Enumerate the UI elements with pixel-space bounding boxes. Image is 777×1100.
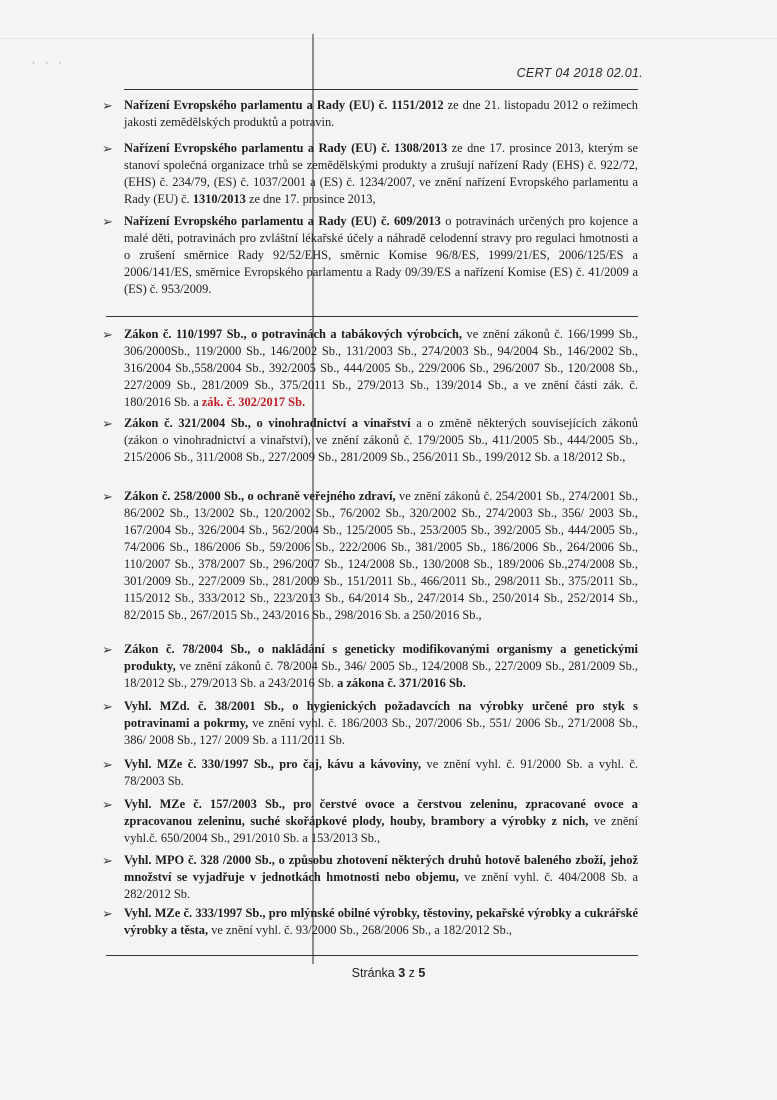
arrow-bullet-icon: ➢: [102, 757, 113, 772]
regulation-title: Nařízení Evropského parlamentu a Rady (EU) č. 1151/2012: [124, 98, 444, 112]
list-item: [102, 698, 638, 749]
decree-text: ve znění vyhl.č. 650/2004 Sb., 291/2010 Sb. a 153/2013 Sb.,: [124, 814, 638, 845]
arrow-bullet-icon: ➢: [102, 489, 113, 504]
scan-specks: · · ·: [32, 58, 66, 68]
regulation-title: Nařízení Evropského parlamentu a Rady (EU) č. 1308/2013: [124, 141, 448, 155]
list-item: [102, 326, 638, 411]
list-item: [102, 852, 638, 903]
regulation-text: o potravinách určených pro kojence a malé děti, potravinách pro zvláštní lékařské účely a náhradě celodenní stravy pro regulaci hmotnosti a o zrušení směrnice Rady 92/52/EHS, směrnic Komise 96/8/ES, 1999/21/ES, 2006/125/ES a 2006/141/ES, směrnice Evropského parlamentu a Rady 09/39/ES a nařízení Komise (ES) č. 41/2009 a (ES) č. 953/2009.: [124, 214, 638, 296]
law-title: Zákon č. 321/2004 Sb., o vinohradnictví a vinařství: [124, 416, 411, 430]
arrow-bullet-icon: ➢: [102, 906, 113, 921]
law-text: ve znění zákonů č. 78/2004 Sb., 346/ 2005 Sb., 124/2008 Sb., 227/2009 Sb., 281/2009 Sb., 18/2012 Sb., 279/2013 Sb. a 243/2016 Sb.: [124, 659, 638, 690]
regulation-text: ze dne 21. listopadu 2012 o režimech jakosti zemědělských produktů a potravin.: [124, 98, 639, 129]
regulation-title: Nařízení Evropského parlamentu a Rady (EU) č. 609/2013: [124, 214, 441, 228]
law-highlight: zák. č. 302/2017 Sb.: [201, 395, 306, 409]
law-title: Zákon č. 258/2000 Sb., o ochraně veřejného zdraví,: [124, 489, 396, 503]
page-number-total: 5: [418, 966, 426, 980]
arrow-bullet-icon: ➢: [102, 416, 113, 431]
arrow-bullet-icon: ➢: [102, 853, 113, 868]
page-number-current: 3: [398, 966, 406, 980]
list-item: [102, 756, 638, 790]
law-text: ve znění zákonů č. 254/2001 Sb., 274/2001 Sb., 86/2002 Sb., 13/2002 Sb., 120/2002 Sb., 76/2002 Sb., 320/2002 Sb., 274/2003 Sb., 356/ 2003 Sb., 167/2004 Sb., 326/2004 Sb., 562/2004 Sb., 125/2005 Sb., 253/2005 Sb., 392/2005 Sb., 444/2005 Sb., 74/2006 Sb., 186/2006 Sb., 59/2006 Sb., 222/2006 Sb., 381/2005 Sb., 186/2006 Sb., 264/2006 Sb., 110/2007 Sb., 378/2007 Sb., 296/2007 Sb., 124/2008 Sb., 130/2008 Sb., 189/2006 Sb.,274/2008 Sb., 301/2009 Sb., 227/2009 Sb., 281/2009 Sb., 151/2011 Sb., 466/2011 Sb., 298/2011 Sb., 375/2011 Sb., 115/2012 Sb., 333/2012 Sb., 223/2013 Sb., 64/2014 Sb., 247/2014 Sb., 250/2014 Sb., 252/2014 Sb., 82/2015 Sb., 267/2015 Sb., 243/2016 Sb., 298/2016 Sb. a 250/2016 Sb.,: [124, 489, 638, 622]
decree-title: Vyhl. MZd. č. 38/2001 Sb., o hygienických požadavcích na výrobky určené pro styk s potravinami a pokrmy,: [124, 699, 638, 730]
law-text: a o změně některých souvisejících zákonů (zákon o vinohradnictví a vinařství), ve znění zákonů č. 179/2005 Sb., 411/2005 Sb., 444/2005 Sb., 215/2006 Sb., 311/2008 Sb., 227/2009 Sb., 281/2009 Sb., 256/2011 Sb., 199/2012 Sb. a 18/2012 Sb.,: [124, 416, 638, 464]
page-number-separator: z: [405, 966, 419, 980]
law-text: ve znění zákonů č. 166/1999 Sb., 306/2000Sb., 119/2000 Sb., 146/2002 Sb., 131/2003 Sb., 274/2003 Sb., 94/2004 Sb., 146/2002 Sb., 316/2004 Sb.,558/2004 Sb., 392/2005 Sb., 444/2005 Sb., 229/2006 Sb., 296/2007 Sb., 120/2008 Sb., 227/2009 Sb., 281/2009 Sb., 375/2011 Sb., 279/2013 Sb., 139/2014 Sb., a ve znění části zák. č. 180/2016 Sb. a: [124, 327, 638, 409]
regulation-tail: ze dne 17. prosince 2013,: [245, 192, 376, 206]
arrow-bullet-icon: ➢: [102, 642, 113, 657]
regulation-amendment: 1310/2013: [192, 192, 246, 206]
decree-text: ve znění vyhl. č. 91/2000 Sb. a vyhl. č. 78/2003 Sb.: [124, 757, 638, 788]
list-item: [102, 796, 638, 847]
arrow-bullet-icon: ➢: [102, 797, 113, 812]
decree-title: Vyhl. MZe č. 333/1997 Sb., pro mlýnské obilné výrobky, těstoviny, pekařské výrobky a cukrářské výrobky a těsta,: [124, 906, 638, 937]
arrow-bullet-icon: ➢: [102, 327, 113, 342]
decree-title: Vyhl. MZe č. 157/2003 Sb., pro čerstvé ovoce a čerstvou zeleninu, zpracované ovoce a zpracovanou zeleninu, suché skořápkové plody, houby, brambory a výrobky z nich,: [124, 797, 638, 828]
list-item: [102, 641, 638, 692]
list-item: [102, 905, 638, 939]
page-number-prefix: Stránka: [351, 966, 399, 980]
law-amendment: a zákona č. 371/2016 Sb.: [337, 676, 466, 690]
header-rule: [124, 89, 638, 90]
decree-text: ve znění vyhl. č. 404/2008 Sb. a 282/2012 Sb.: [124, 870, 638, 901]
list-item: [102, 415, 638, 466]
decree-title: Vyhl. MZe č. 330/1997 Sb., pro čaj, kávu a kávoviny,: [124, 757, 422, 771]
list-item: [102, 213, 638, 298]
fold-crease: [0, 38, 777, 39]
regulation-text: ze dne 17. prosince 2013, kterým se stanoví společná organizace trhů se zemědělskými produkty a zrušují nařízení Rady (EHS) č. 922/72, (EHS) č. 234/79, (ES) č. 1037/2001 a (ES) č. 1234/2007, ve znění nařízení Evropského parlamentu a Rady (EU) č.: [124, 141, 638, 206]
decree-title: Vyhl. MPO č. 328 /2000 Sb., o způsobu zhotovení některých druhů hotově baleného zboží, jehož množství se vyjadřuje v jednotkách hmotnosti nebo objemu,: [124, 853, 638, 884]
list-item: [102, 97, 638, 131]
decree-text: ve znění vyhl. č. 93/2000 Sb., 268/2006 Sb., a 182/2012 Sb.,: [208, 923, 513, 937]
list-item: [102, 140, 638, 208]
arrow-bullet-icon: ➢: [102, 214, 113, 229]
law-title: Zákon č. 110/1997 Sb., o potravinách a tabákových výrobcích,: [124, 327, 462, 341]
arrow-bullet-icon: ➢: [102, 141, 113, 156]
footer-rule: [106, 955, 638, 956]
arrow-bullet-icon: ➢: [102, 98, 113, 113]
decree-text: ve znění vyhl. č. 186/2003 Sb., 207/2006 Sb., 551/ 2006 Sb., 271/2008 Sb., 386/ 2008 Sb., 127/ 2009 Sb. a 111/2011 Sb.: [124, 716, 638, 747]
section-divider: [106, 316, 638, 317]
arrow-bullet-icon: ➢: [102, 699, 113, 714]
page-number: [0, 966, 777, 980]
list-item: [102, 488, 638, 624]
document-code: CERT 04 2018 02.01.: [516, 66, 643, 80]
law-title: Zákon č. 78/2004 Sb., o nakládání s geneticky modifikovanými organismy a genetickými produkty,: [124, 642, 638, 673]
